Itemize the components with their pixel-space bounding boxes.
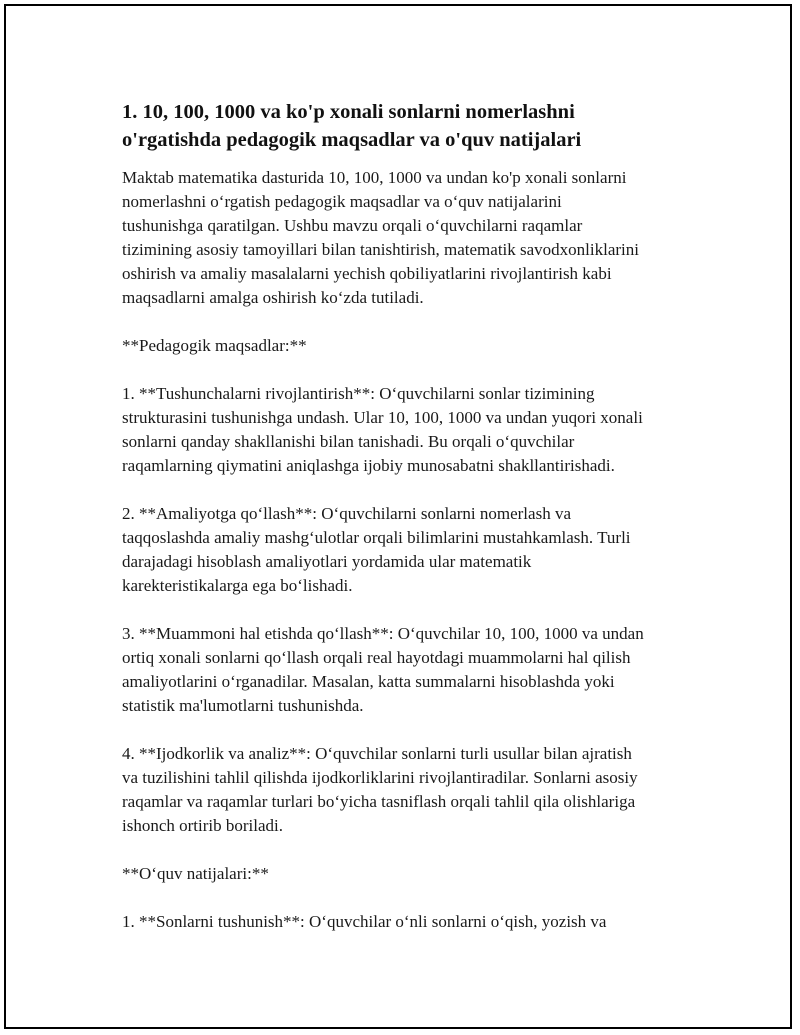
text-line: tizimining asosiy tamoyillari bilan tanishtirish, matematik savodxonliklarini bbox=[122, 240, 640, 259]
text-line: darajadagi hisoblash amaliyotlari yordamida ular matematik bbox=[122, 552, 532, 571]
paragraph-gap bbox=[122, 838, 712, 862]
text-line: sonlarni qanday shakllanishi bilan tanishadi. Bu orqali o‘quvchilar bbox=[122, 432, 575, 451]
title-line: o'rgatishda pedagogik maqsadlar va o'quv natijalari bbox=[122, 129, 582, 151]
document-content bbox=[122, 98, 712, 934]
text-line: 2. **Amaliyotga qo‘llash**: O‘quvchilarni sonlarni nomerlash va bbox=[122, 504, 571, 523]
results-heading: **O‘quv natijalari:** bbox=[122, 864, 269, 883]
text-line: Maktab matematika dasturida 10, 100, 1000 va undan ko'p xonali sonlarni bbox=[122, 168, 627, 187]
text-line: karekteristikalarga ega bo‘lishadi. bbox=[122, 576, 353, 595]
text-line: va tuzilishini tahlil qilishda ijodkorliklarini rivojlantiradilar. Sonlarni asosiy bbox=[122, 768, 638, 787]
text-line: 1. **Tushunchalarni rivojlantirish**: O‘quvchilarni sonlar tizimining bbox=[122, 384, 595, 403]
paragraph-gap bbox=[122, 310, 712, 334]
goal-item-1 bbox=[122, 382, 712, 478]
document-page bbox=[4, 4, 792, 1029]
text-line: ishonch ortirib boriladi. bbox=[122, 816, 284, 835]
paragraph-gap bbox=[122, 358, 712, 382]
text-line: amaliyotlarini o‘rganadilar. Masalan, katta summalarni hisoblashda yoki bbox=[122, 672, 615, 691]
text-line: raqamlar va raqamlar turlari bo‘yicha tasniflash orqali tahlil qila olishlariga bbox=[122, 792, 636, 811]
goals-heading: **Pedagogik maqsadlar:** bbox=[122, 336, 307, 355]
text-line: raqamlarning qiymatini aniqlashga ijobiy munosabatni shakllantirishadi. bbox=[122, 456, 615, 475]
goal-item-3 bbox=[122, 622, 712, 718]
goal-item-2 bbox=[122, 502, 712, 598]
paragraph-gap bbox=[122, 598, 712, 622]
paragraph-gap bbox=[122, 718, 712, 742]
goal-item-4 bbox=[122, 742, 712, 838]
text-line: 1. **Sonlarni tushunish**: O‘quvchilar o‘nli sonlarni o‘qish, yozish va bbox=[122, 912, 607, 931]
intro-paragraph bbox=[122, 166, 712, 310]
text-line: strukturasini tushunishga undash. Ular 10, 100, 1000 va undan yuqori xonali bbox=[122, 408, 643, 427]
text-line: nomerlashni o‘rgatish pedagogik maqsadlar va o‘quv natijalarini bbox=[122, 192, 562, 211]
paragraph-gap bbox=[122, 886, 712, 910]
result-item-1 bbox=[122, 910, 712, 934]
text-line: oshirish va amaliy masalalarni yechish qobiliyatlarini rivojlantirish kabi bbox=[122, 264, 612, 283]
text-line: taqqoslashda amaliy mashg‘ulotlar orqali bilimlarini mustahkamlash. Turli bbox=[122, 528, 631, 547]
text-line: maqsadlarni amalga oshirish ko‘zda tutiladi. bbox=[122, 288, 424, 307]
title-line: 1. 10, 100, 1000 va ko'p xonali sonlarni nomerlashni bbox=[122, 101, 575, 123]
text-line: ortiq xonali sonlarni qo‘llash orqali real hayotdagi muammolarni hal qilish bbox=[122, 648, 631, 667]
text-line: statistik ma'lumotlarni tushunishda. bbox=[122, 696, 364, 715]
text-line: 3. **Muammoni hal etishda qo‘llash**: O‘quvchilar 10, 100, 1000 va undan bbox=[122, 624, 644, 643]
paragraph-gap bbox=[122, 478, 712, 502]
text-line: tushunishga qaratilgan. Ushbu mavzu orqali o‘quvchilarni raqamlar bbox=[122, 216, 583, 235]
text-line: 4. **Ijodkorlik va analiz**: O‘quvchilar sonlarni turli usullar bilan ajratish bbox=[122, 744, 632, 763]
document-title bbox=[122, 98, 712, 154]
